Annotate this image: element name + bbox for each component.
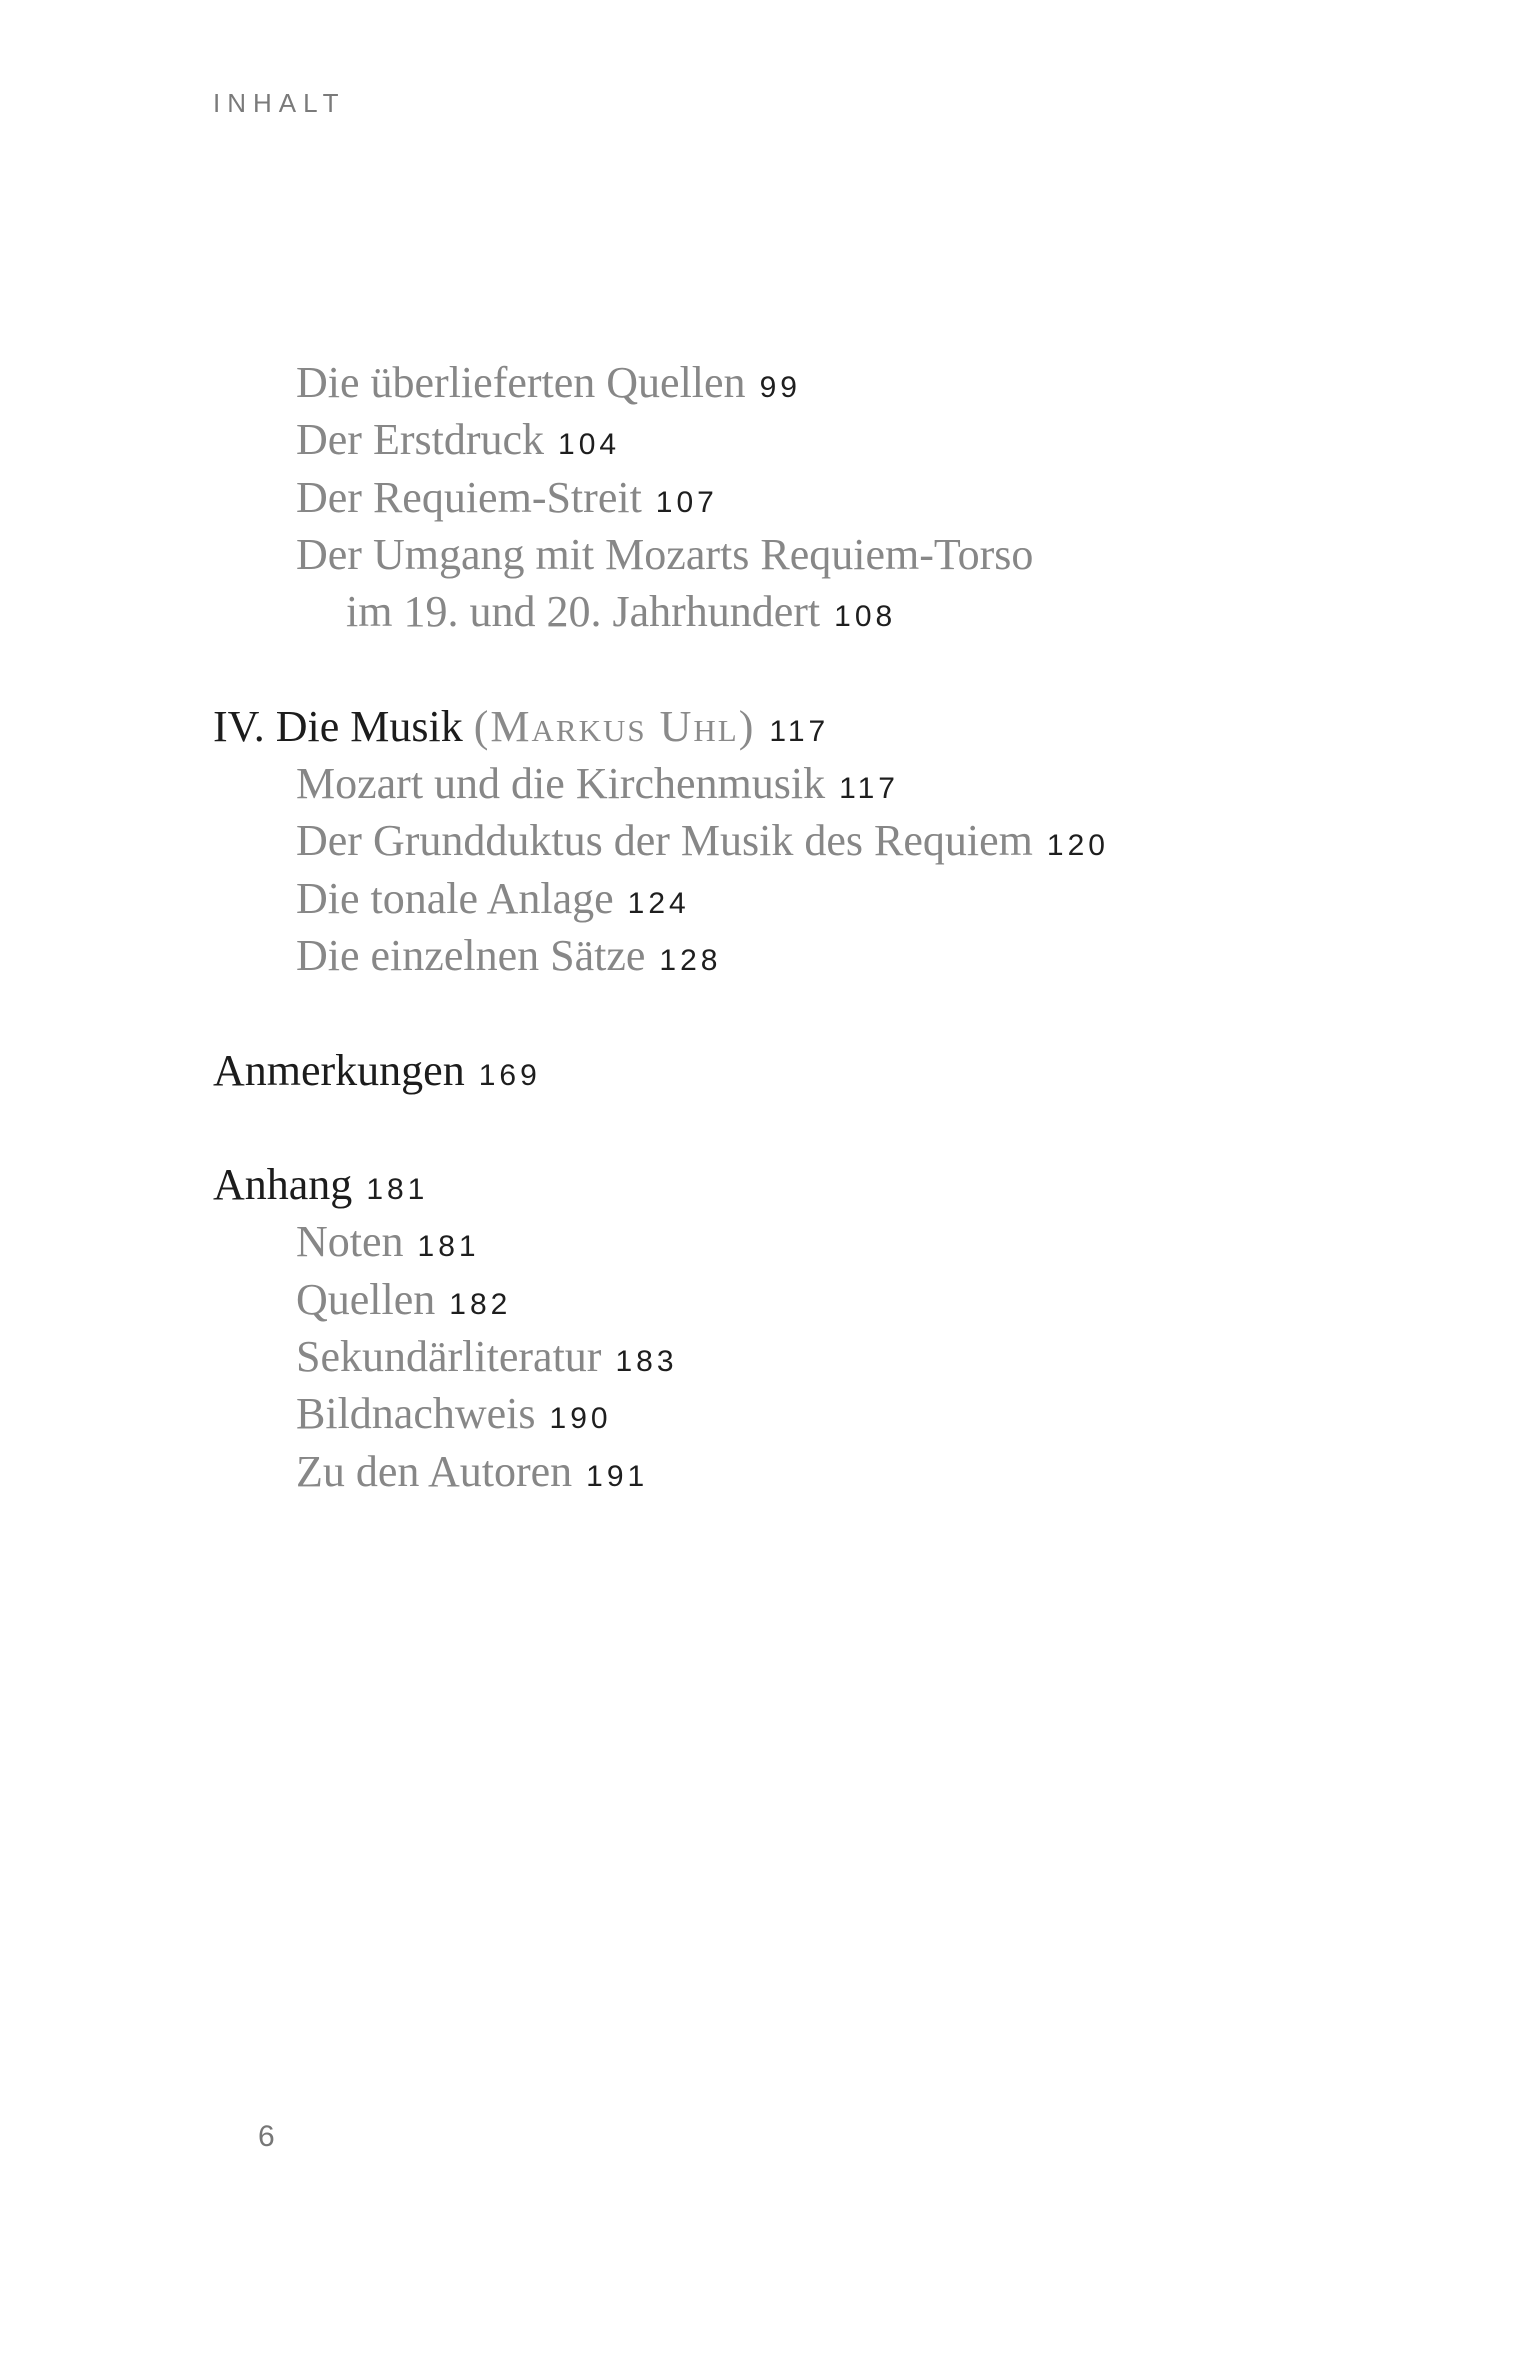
toc-entry-title: Bildnachweis bbox=[296, 1389, 536, 1439]
toc-chapter-page: 117 bbox=[769, 714, 830, 748]
toc-entry bbox=[213, 870, 1413, 927]
toc-entry-title: Noten bbox=[296, 1217, 404, 1267]
toc-entry-title: Der Umgang mit Mozarts Requiem-Torso bbox=[296, 529, 1034, 579]
toc-entry-page: 104 bbox=[558, 428, 621, 462]
toc-entry-page: 128 bbox=[659, 943, 722, 977]
toc-entry bbox=[213, 354, 1413, 411]
toc-entry bbox=[213, 812, 1413, 869]
toc-chapter-title: IV. Die Musik bbox=[213, 701, 463, 751]
page-number: 6 bbox=[258, 2120, 275, 2153]
toc-entry-page: 107 bbox=[655, 485, 718, 519]
toc-entry-title: Die einzelnen Sätze bbox=[296, 930, 646, 980]
toc-chapter bbox=[213, 1156, 1413, 1213]
toc-chapter-page: 181 bbox=[366, 1173, 429, 1207]
toc-entry-page: 108 bbox=[834, 600, 897, 634]
toc-entry bbox=[213, 469, 1413, 526]
toc-entry-title: Der Erstdruck bbox=[296, 415, 545, 465]
toc-entry-title: Zu den Autoren bbox=[296, 1446, 573, 1496]
toc-entry-title: Mozart und die Kirchenmusik bbox=[296, 759, 826, 809]
toc-chapter-author: (Markus Uhl) bbox=[473, 701, 756, 751]
toc-entry-title: Sekundärliteratur bbox=[296, 1332, 602, 1382]
toc-entry bbox=[213, 1443, 1413, 1500]
toc-entry-page: 181 bbox=[417, 1230, 480, 1264]
toc-entry-page: 99 bbox=[759, 371, 801, 404]
toc-entry bbox=[213, 1385, 1413, 1442]
toc-entry-page: 124 bbox=[627, 886, 690, 920]
toc-chapter-title: Anhang bbox=[213, 1160, 353, 1210]
toc-entry bbox=[213, 1328, 1413, 1385]
toc-entry-page: 191 bbox=[586, 1459, 649, 1493]
running-head: INHALT bbox=[213, 88, 346, 118]
toc-chapter bbox=[213, 1042, 1413, 1099]
toc-entry bbox=[213, 927, 1413, 984]
toc-entry-title: Der Requiem-Streit bbox=[296, 472, 642, 522]
toc-entry-page: 182 bbox=[449, 1287, 512, 1321]
toc-entry-title: im 19. und 20. Jahrhundert bbox=[346, 587, 821, 637]
toc-entry bbox=[213, 411, 1413, 468]
toc-chapter-title: Anmerkungen bbox=[213, 1045, 465, 1095]
toc-chapter bbox=[213, 698, 1413, 755]
toc-entry bbox=[213, 755, 1413, 812]
toc-entry-title: Quellen bbox=[296, 1274, 436, 1324]
toc-entry-page: 117 bbox=[839, 772, 899, 806]
toc-entry-title: Die tonale Anlage bbox=[296, 873, 614, 923]
toc-entry bbox=[213, 1271, 1413, 1328]
toc-entry-page: 120 bbox=[1046, 829, 1109, 863]
table-of-contents bbox=[213, 354, 1413, 1500]
toc-entry-page: 190 bbox=[549, 1402, 612, 1436]
toc-entry-title: Der Grundduktus der Musik des Requiem bbox=[296, 816, 1033, 866]
toc-entry bbox=[213, 526, 1413, 583]
toc-chapter-page: 169 bbox=[478, 1058, 541, 1092]
toc-entry-page: 183 bbox=[615, 1345, 678, 1379]
toc-entry-title: Die überlieferten Quellen bbox=[296, 358, 746, 407]
toc-entry-continuation bbox=[213, 583, 1413, 640]
toc-entry bbox=[213, 1213, 1413, 1270]
